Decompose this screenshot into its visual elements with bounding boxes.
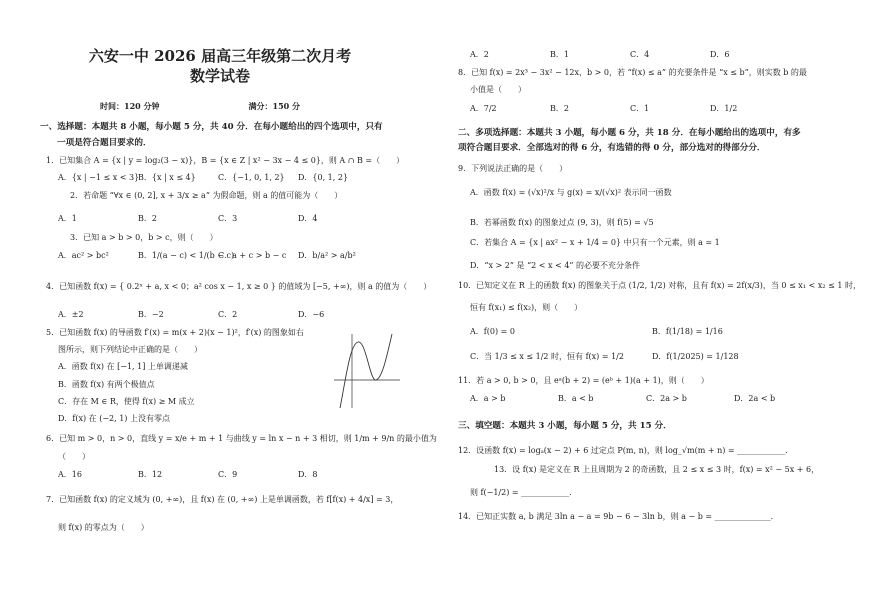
option: B．2: [550, 104, 569, 113]
question-9: 9．下列说法正确的是（ ）: [458, 164, 568, 173]
exam-meta: [100, 101, 300, 112]
question-9-option-d: D．“x > 2” 是 “2 < x < 4” 的必要不充分条件: [470, 261, 641, 270]
option: B．12: [138, 470, 163, 479]
question-6-cont: （ ）: [58, 452, 90, 461]
question-11: 11．若 a > 0, b > 0，且 eᵃ(b + 2) = (eᵇ + 1)(a + 1)，则（ ）: [458, 376, 709, 385]
option: C．2: [218, 310, 238, 319]
question-4: 4．已知函数 f(x) = { 0.2ˣ + a, x < 0；a² cos x − 1, x ≥ 0 } 的值域为 [−5, +∞)，则 a 的值为（ ）: [46, 282, 432, 291]
option: A．1: [58, 214, 77, 223]
question-5-cont: 图所示，则下列结论中正确的是（ ）: [58, 345, 202, 354]
option: B．1/(a − c) < 1/(b − c): [138, 251, 235, 260]
question-5-option-c: C．存在 M ∈ R，使得 f(x) ≥ M 成立: [58, 397, 195, 406]
question-4-options: [58, 310, 378, 321]
option: C．a + c > b − c: [218, 251, 287, 260]
option: A．16: [58, 470, 82, 479]
option: D．6: [710, 50, 730, 59]
question-2: 2．若命题 “∀x ∈ (0, 2], x + 3/x ≥ a” 为假命题，则 a 的值可能为（ ）: [70, 191, 343, 200]
exam-subtitle: 数学试卷: [189, 67, 250, 85]
option: A．a > b: [470, 394, 506, 403]
option: D．4: [298, 214, 318, 223]
option: C．3: [218, 214, 238, 223]
section-2-heading-cont: 项符合题目要求．全部选对的得 6 分，有选错的得 0 分，部分选对的得部分分．: [458, 143, 766, 153]
question-1-options: [58, 173, 378, 184]
section-1-heading-cont: 一项是符合题目要求的．: [57, 138, 152, 148]
question-10-option-c: C．当 1/3 ≤ x ≤ 1/2 时，恒有 f(x) = 1/2: [470, 352, 624, 361]
option: A．2: [470, 50, 489, 59]
question-6: 6．已知 m > 0，n > 0，直线 y = x/e + m + 1 与曲线 y = ln x − n + 3 相切，则 1/m + 9/n 的最小值为: [46, 434, 437, 443]
option: D．b/a² > a/b²: [298, 251, 356, 260]
question-1: 1．已知集合 A = {x | y = log₂(3 − x)}，B = {x ∈ Z | x² − 3x − 4 ≤ 0}，则 A ∩ B =（ ）: [46, 156, 405, 165]
question-5-option-a: A．函数 f(x) 在 [−1, 1] 上单调递减: [58, 362, 188, 371]
question-12: 12．设函数 f(x) = logₐ(x − 2) + 6 过定点 P(m, n)，则 log_√m(m + n) = ____________．: [458, 446, 794, 455]
option: B．{x | x ≤ 4}: [138, 173, 196, 182]
option: A．{x | −1 ≤ x < 3}: [58, 173, 140, 182]
option: A．ac² > bc²: [58, 251, 109, 260]
question-6-options: [58, 470, 378, 481]
exam-title: 六安一中 2026 届高三年级第二次月考: [88, 47, 352, 65]
option: A．7/2: [470, 104, 497, 113]
question-13: 13．设 f(x) 是定义在 R 上且周期为 2 的奇函数，且 2 ≤ x ≤ 3 时，f(x) = x² − 5x + 6，: [494, 465, 820, 474]
question-7-options: [470, 50, 790, 61]
option: C．9: [218, 470, 238, 479]
section-1-heading: 一、选择题：本题共 8 小题，每小题 5 分，共 40 分．在每小题给出的四个选项中，只有: [40, 122, 383, 132]
question-3-options: [58, 251, 378, 262]
question-7-cont: 则 f(x) 的零点为（ ）: [58, 523, 149, 532]
option: C．2a > b: [646, 394, 687, 403]
option: B．1: [550, 50, 569, 59]
option: B．a < b: [558, 394, 594, 403]
option: B．2: [138, 214, 157, 223]
option: C．{−1, 0, 1, 2}: [218, 173, 285, 182]
question-7: 7．已知函数 f(x) 的定义域为 (0, +∞)，且 f(x) 在 (0, +∞) 上是单调函数，若 f[f(x) + 4/x] = 3，: [46, 495, 399, 504]
question-5-option-b: B．函数 f(x) 有两个极值点: [58, 380, 155, 389]
derivative-graph: [332, 330, 402, 410]
question-10-option-b: B．f(1/18) = 1/16: [652, 327, 723, 336]
option: B．−2: [138, 310, 164, 319]
question-3: 3．已知 a > b > 0，b > c，则（ ）: [70, 233, 218, 242]
question-8-cont: 小值是（ ）: [470, 85, 526, 94]
question-14: 14．已知正实数 a, b 满足 3ln a − a = 9b − 6 − 3ln b，则 a − b = ______________．: [458, 512, 779, 521]
question-5: 5．已知函数 f(x) 的导函数 f′(x) = m(x + 2)(x − 1)²，f′(x) 的图象如右: [46, 328, 304, 337]
option: C．4: [630, 50, 650, 59]
option: C．1: [630, 104, 650, 113]
question-2-options: [58, 214, 378, 225]
option: D．{0, 1, 2}: [298, 173, 349, 182]
section-3-heading: 三、填空题：本题共 3 小题，每小题 5 分，共 15 分．: [458, 421, 672, 431]
exam-score: 满分：150 分: [248, 101, 300, 111]
question-13-cont: 则 f(−1/2) = ____________．: [470, 488, 578, 497]
question-10-option-a: A．f(0) = 0: [470, 327, 515, 336]
question-9-option-b: B．若幂函数 f(x) 的图象过点 (9, 3)，则 f(5) = √5: [470, 218, 654, 227]
question-8-options: [470, 104, 790, 115]
question-10-option-d: D．f(1/2025) = 1/128: [652, 352, 739, 361]
question-5-option-d: D．f(x) 在 (−2, 1) 上没有零点: [58, 414, 170, 423]
question-10-cont: 恒有 f(x₁) ≤ f(x₂)，则（ ）: [470, 303, 583, 312]
option: A．±2: [58, 310, 84, 319]
question-11-options: [470, 394, 822, 405]
question-9-option-a: A．函数 f(x) = (√x)²/x 与 g(x) = x/(√x)² 表示同一函数: [470, 188, 672, 197]
option: D．8: [298, 470, 318, 479]
option: D．−6: [298, 310, 325, 319]
option: D．1/2: [710, 104, 738, 113]
question-8: 8．已知 f(x) = 2x³ − 3x² − 12x，b > 0，若 “f(x) ≤ a” 的充要条件是 “x ≤ b”，则实数 b 的最: [458, 68, 807, 77]
section-2-heading: 二、多项选择题：本题共 3 小题，每小题 6 分，共 18 分．在每小题给出的选项中，有多: [458, 128, 801, 138]
exam-time: 时间：120 分钟: [100, 101, 160, 111]
question-9-option-c: C．若集合 A = {x | ax² − x + 1/4 = 0} 中只有一个元素，则 a = 1: [470, 238, 720, 247]
option: D．2a < b: [734, 394, 776, 403]
question-10: 10．已知定义在 R 上的函数 f(x) 的图象关于点 (1/2, 1/2) 对称，且有 f(x) = 2f(x/3)，当 0 ≤ x₁ < x₂ ≤ 1 时，: [458, 281, 861, 290]
